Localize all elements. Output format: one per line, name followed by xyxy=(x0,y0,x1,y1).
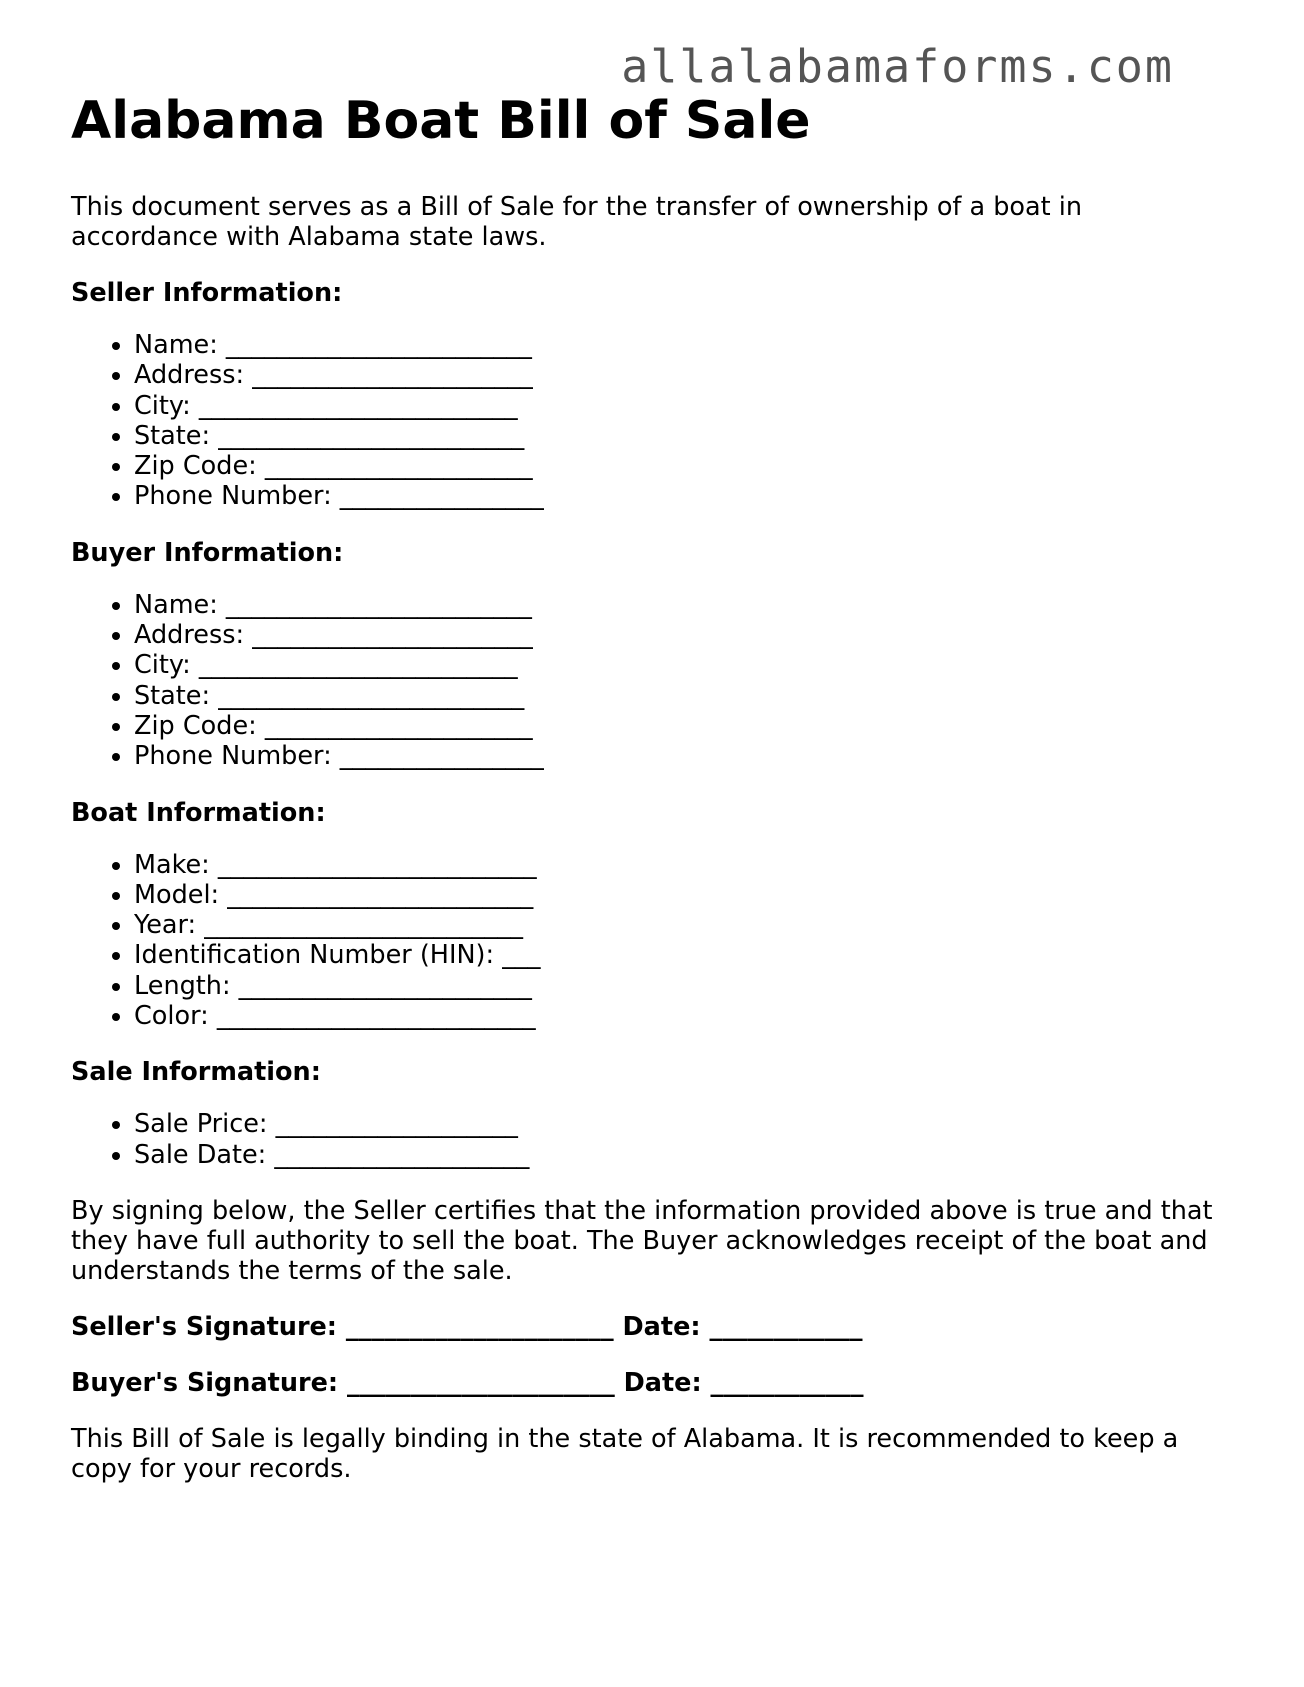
buyer-heading: Buyer Information: xyxy=(71,537,344,568)
boat-color-field: • Color: _________________________ xyxy=(134,1001,1231,1031)
buyer-zip-field: • Zip Code: _____________________ xyxy=(134,711,1231,741)
certification-paragraph: By signing below, the Seller certifies that the information provided above is true and that they have full authority to sell the boat. The Buyer acknowledges receipt of the boat and understands the terms of the sale. xyxy=(71,1195,1213,1286)
boat-year-field: • Year: _________________________ xyxy=(134,910,1231,940)
boat-heading: Boat Information: xyxy=(71,797,326,828)
buyer-city-field: • City: _________________________ xyxy=(134,650,1231,680)
sale-price-field: • Sale Price: ___________________ xyxy=(134,1109,1231,1139)
seller-zip-field: • Zip Code: _____________________ xyxy=(134,451,1231,481)
seller-heading: Seller Information: xyxy=(71,278,343,308)
seller-signature-line: Seller's Signature: _____________________ Date: ____________ xyxy=(71,1311,863,1342)
page-title: Alabama Boat Bill of Sale xyxy=(71,91,811,151)
seller-phone-field: • Phone Number: ________________ xyxy=(134,481,1231,511)
boat-length-field: • Length: _______________________ xyxy=(134,971,1231,1001)
intro-paragraph: This document serves as a Bill of Sale for the transfer of ownership of a boat in accordance with Alabama state laws. xyxy=(71,192,1082,252)
closing-paragraph: This Bill of Sale is legally binding in the state of Alabama. It is recommended to keep a copy for your records. xyxy=(71,1423,1179,1484)
buyer-phone-field: • Phone Number: ________________ xyxy=(134,741,1231,771)
boat-make-field: • Make: _________________________ xyxy=(134,850,1231,880)
buyer-signature-line: Buyer's Signature: _____________________ Date: ____________ xyxy=(71,1367,864,1398)
boat-hin-field: • Identification Number (HIN): ___ xyxy=(134,940,1231,970)
seller-state-field: • State: ________________________ xyxy=(134,421,1231,451)
watermark: allalabamaforms.com xyxy=(621,40,1174,93)
boat-model-field: • Model: ________________________ xyxy=(134,880,1231,910)
buyer-list xyxy=(71,590,1231,772)
document-body xyxy=(71,88,1231,1484)
sale-date-field: • Sale Date: ____________________ xyxy=(134,1140,1231,1170)
buyer-state-field: • State: ________________________ xyxy=(134,681,1231,711)
seller-city-field: • City: _________________________ xyxy=(134,391,1231,421)
seller-name-field: • Name: ________________________ xyxy=(134,330,1231,360)
buyer-address-field: • Address: ______________________ xyxy=(134,620,1231,650)
sale-list xyxy=(71,1109,1231,1170)
sale-heading: Sale Information: xyxy=(71,1057,321,1088)
boat-list xyxy=(71,850,1231,1032)
buyer-name-field: • Name: ________________________ xyxy=(134,590,1231,620)
seller-list xyxy=(71,330,1231,512)
seller-address-field: • Address: ______________________ xyxy=(134,360,1231,390)
